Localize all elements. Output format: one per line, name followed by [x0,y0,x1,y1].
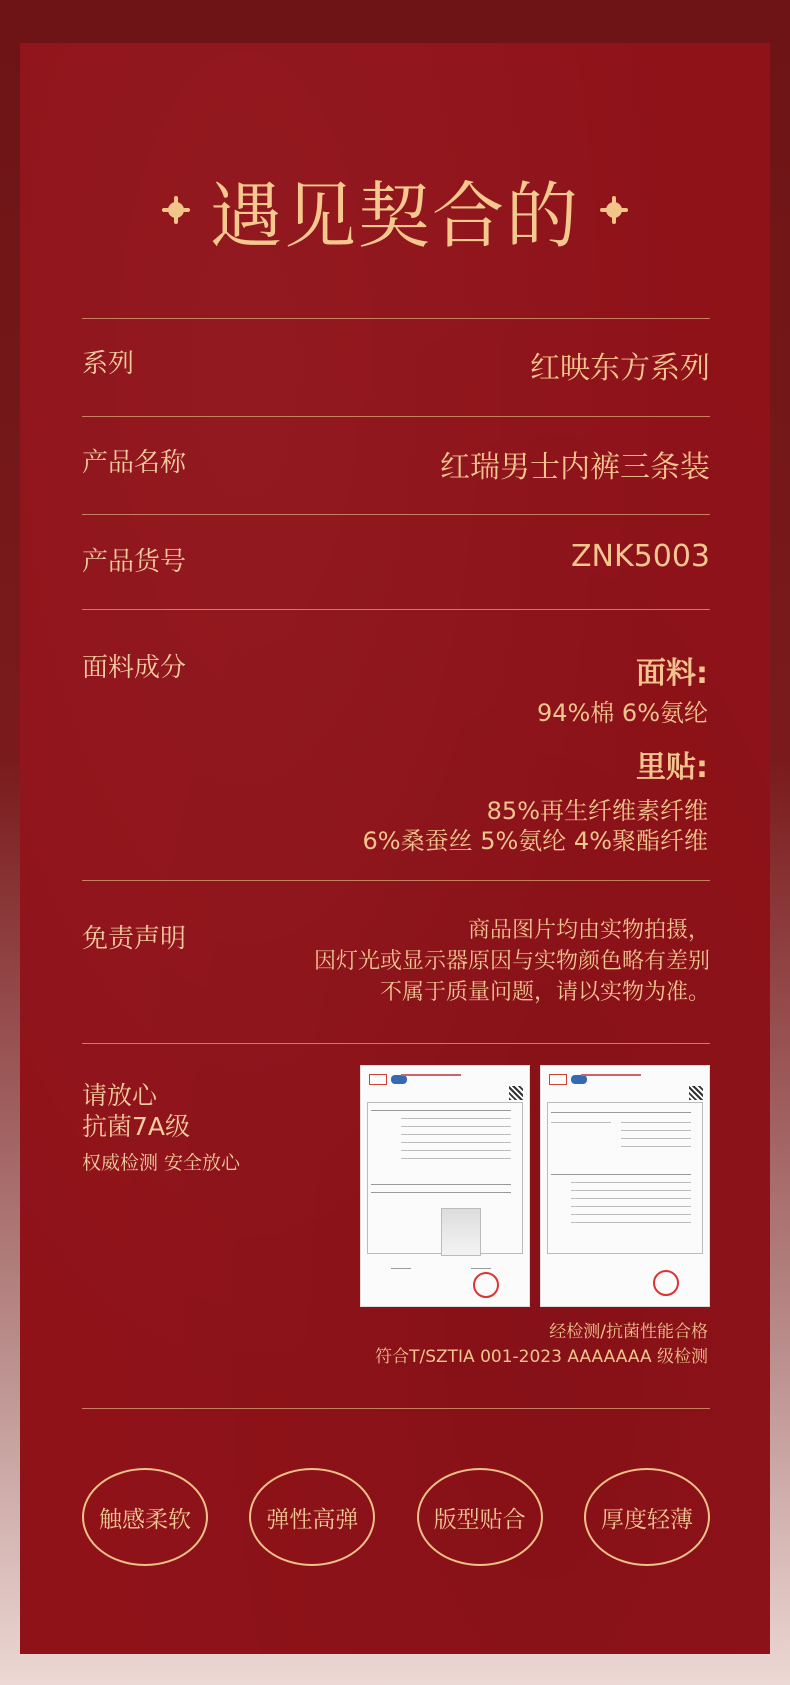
badge-high-elasticity: 弹性高弹 [249,1468,375,1566]
reassure-text: 请放心 [82,1081,158,1110]
divider [82,609,710,610]
divider [82,416,710,417]
lining-value-2: 6%桑蚕丝 5%氨纶 4%聚酯纤维 [362,827,708,855]
ornament-left-icon [168,202,184,218]
product-name-label: 产品名称 [82,448,187,478]
divider [82,1043,710,1044]
report-caption-line-2: 符合T/SZTIA 001-2023 AAAAAAA 级检测 [375,1347,708,1367]
badge-light-thin: 厚度轻薄 [584,1468,710,1566]
disclaimer-line-2: 因灯光或显示器原因与实物颜色略有差别 [313,949,710,974]
ornament-right-icon [606,202,622,218]
test-report-image-2 [540,1065,710,1307]
fabric-composition [363,648,708,856]
report-caption-line-1: 经检测/抗菌性能合格 [549,1322,708,1342]
authority-test-text: 权威检测 安全放心 [82,1152,241,1174]
disclaimer-text [314,915,710,1008]
outer-fabric-heading: 面料: [636,656,708,691]
lining-heading: 里贴: [636,750,708,785]
disclaimer-line-3: 不属于质量问题，请以实物为准。 [379,980,710,1005]
product-code-label: 产品货号 [82,547,187,577]
series-value: 红映东方系列 [530,351,710,386]
product-name-value: 红瑞男士内裤三条装 [440,450,710,485]
feature-badges [82,1468,710,1566]
product-code-value: ZNK5003 [570,539,710,574]
report-caption [375,1320,708,1370]
divider [82,318,710,319]
test-report-image-1 [360,1065,530,1307]
title-area [0,158,790,262]
badge-soft-touch: 触感柔软 [82,1468,208,1566]
badge-fitted-cut: 版型贴合 [417,1468,543,1566]
page-title-text: 遇见契合的 [209,174,580,258]
antibacterial-info [82,1080,240,1175]
divider [82,514,710,515]
disclaimer-label: 免责声明 [82,924,187,954]
page-title [168,158,622,262]
antibacterial-grade: 抗菌7A级 [82,1112,191,1141]
divider [82,880,710,881]
divider [82,1408,710,1409]
disclaimer-line-1: 商品图片均由实物拍摄， [467,918,710,943]
outer-fabric-value: 94%棉 6%氨纶 [536,699,708,727]
fabric-label: 面料成分 [82,653,187,683]
series-label: 系列 [82,349,135,379]
lining-value-1: 85%再生纤维素纤维 [486,797,708,825]
